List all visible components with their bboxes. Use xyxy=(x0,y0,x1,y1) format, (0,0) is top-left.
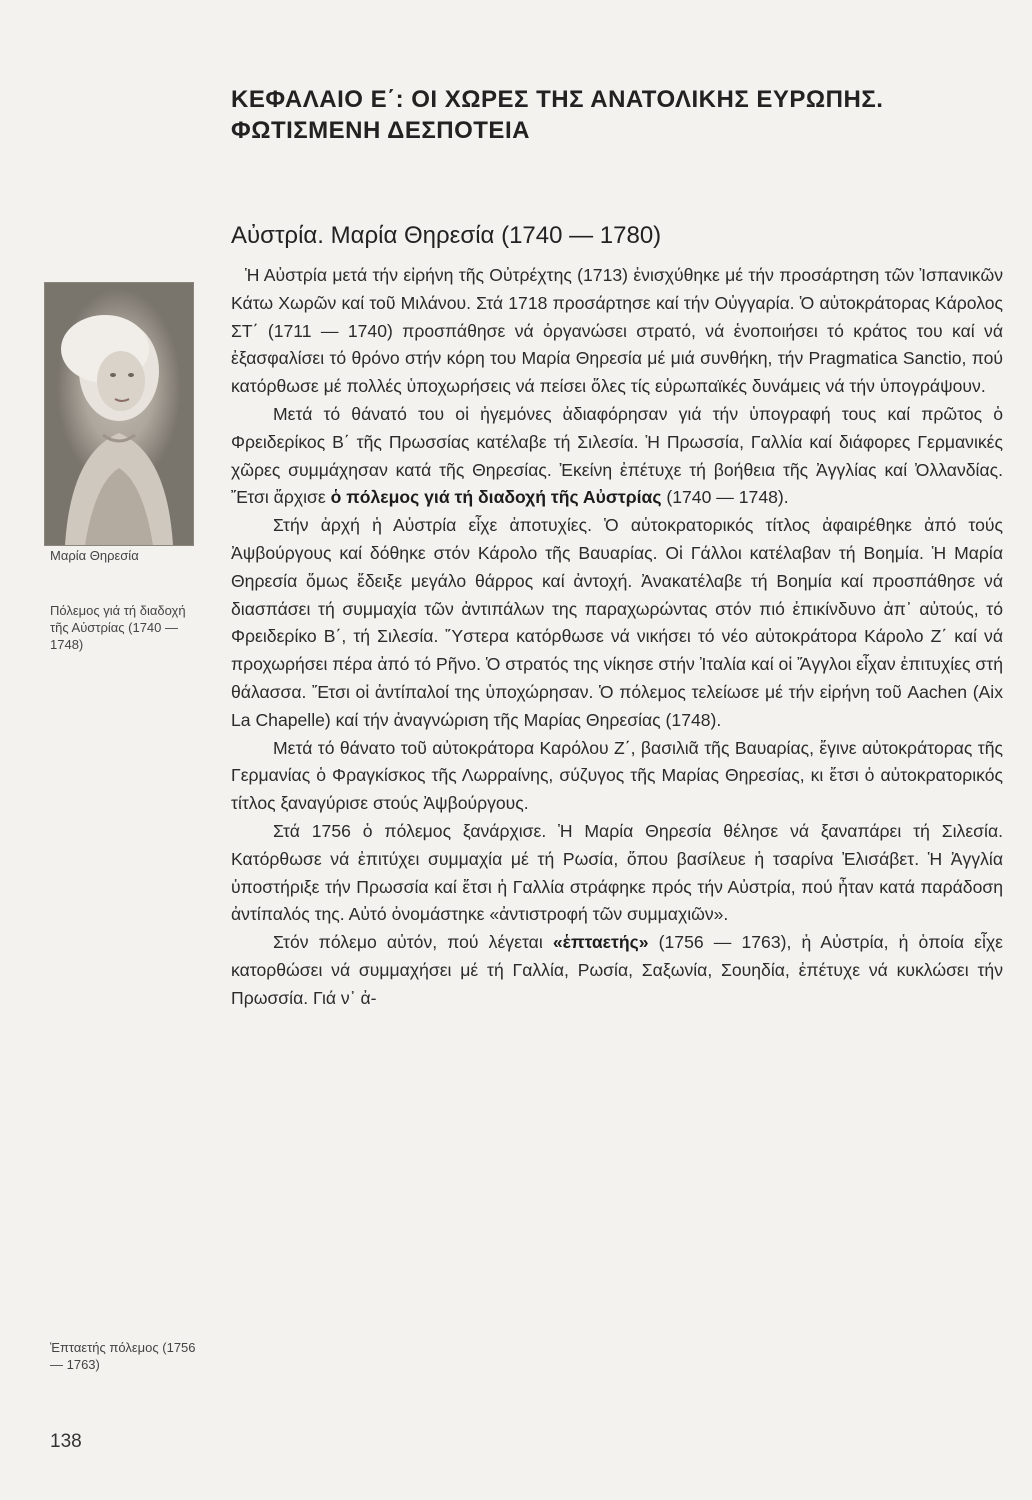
war-of-succession-term: ὁ πόλεμος γιά τή διαδοχή τῆς Αὐστρίας xyxy=(330,487,662,508)
paragraph-6-rest: (1756 — 1763), ἡ Αὐστρία, ἡ ὁποία εἶχε κατορθώσει νά συμμαχήσει μέ τή Γαλλία, Ρωσία, Σαξωνία, Σουηδία, ἐπέτυχε νά κυκλώσει τήν Πρωσσία. Γιά ν᾽ ἀ- xyxy=(231,932,1004,1008)
section-title: Αὐστρία. Μαρία Θηρεσία (1740 — 1780) xyxy=(231,222,662,249)
chapter-title: ΚΕΦΑΛΑΙΟ Ε΄: ΟΙ ΧΩΡΕΣ ΤΗΣ ΑΝΑΤΟΛΙΚΗΣ ΕΥΡΩΠΗΣ. ΦΩΤΙΣΜΕΝΗ ΔΕΣΠΟΤΕΙΑ xyxy=(231,86,884,144)
paragraph-1: Ἡ Αὐστρία μετά τήν εἰρήνη τῆς Οὐτρέχτης (1713) ἐνισχύθηκε μέ τήν προσάρτηση τῶν Ἰσπανικῶν Κάτω Χωρῶν καί τοῦ Μιλάνου. Στά 1718 προσάρτησε καί τήν Οὐγγαρία. Ὁ αὐτοκράτορας Κάρολος ΣΤ΄ (1711 — 1740) προσπάθησε νά ὀργανώσει στρατό, νά ἑνοποιήσει τό κράτος του καί νά ἐξασφαλίσει τό θρόνο στήν κόρη του Μαρία Θηρεσία μέ μιά συνθήκη, τήν Pragmatica Sanctio, πού κατόρθωσε μέ πολλές ὑποχωρήσεις νά πείσει ὅλες τίς εὐρωπαϊκές δυνάμεις νά τήν ὑπογράψουν. xyxy=(231,265,1003,397)
paragraph-5: Στά 1756 ὁ πόλεμος ξανάρχισε. Ἡ Μαρία Θηρεσία θέλησε νά ξαναπάρει τή Σιλεσία. Κατόρθωσε νά ἐπιτύχει συμμαχία μέ τή Ρωσία, ὅπου βασίλευε ἡ τσαρίνα Ἐλισάβετ. Ἡ Ἀγγλία ὑποστήριξε τήν Πρωσσία καί ἔτσι ἡ Γαλλία στράφηκε πρός τήν Αὐστρία, πού ἦταν κατά παράδοση ἀντίπαλός της. Αὐτό ὀνομάστηκε «ἀντιστροφή τῶν συμμαχιῶν». xyxy=(231,820,1003,925)
maria-theresa-portrait xyxy=(44,282,194,546)
portrait-caption: Μαρία Θηρεσία xyxy=(50,548,139,563)
body-text xyxy=(231,262,1003,1013)
portrait-image xyxy=(45,283,193,545)
paragraph-4: Μετά τό θάνατο τοῦ αὐτοκράτορα Καρόλου Ζ΄, βασιλιᾶ τῆς Βαυαρίας, ἔγινε αὐτοκράτορας τῆς Γερμανίας ὁ Φραγκίσκος τῆς Λωρραίνης, σύζυγος τῆς Μαρίας Θηρεσίας, κι ἔτσι ὁ αὐτοκρατορικός τίτλος ξαναγύρισε στούς Ἀψβούργους. xyxy=(231,737,1003,814)
paragraph-2-text: Μετά τό θάνατό του οἱ ἡγεμόνες ἀδιαφόρησαν γιά τήν ὑπογραφή τους καί πρῶτος ὁ Φρειδερίκος Β΄ τῆς Πρωσσίας κατέλαβε τή Σιλεσία. Ἡ Πρωσσία, Γαλλία καί διάφορες Γερμανικές χῶρες συμμάχησαν κατά τῆς Θηρεσίας. Ἐκείνη ἐπέτυχε τή βοήθεια τῆς Ἀγγλίας καί Ὀλλανδίας. Ἔτσι ἄρχισε xyxy=(231,403,1003,508)
margin-note-seven-years-war: Ἑπταετής πόλεμος (1756 — 1763) xyxy=(50,1340,196,1372)
page-number: 138 xyxy=(50,1431,82,1452)
paragraph-6-text: Στόν πόλεμο αὐτόν, πού λέγεται xyxy=(273,932,543,953)
margin-note-war-of-succession: Πόλεμος γιά τή διαδοχή τῆς Αὐστρίας (1740 — 1748) xyxy=(50,603,186,652)
paragraph-2-dates: (1740 — 1748). xyxy=(666,487,789,508)
paragraph-3: Στήν ἀρχή ἡ Αὐστρία εἶχε ἀποτυχίες. Ὁ αὐτοκρατορικός τίτλος ἀφαιρέθηκε ἀπό τούς Ἀψβούργους καί δόθηκε στόν Κάρολο τῆς Βαυαρίας. Οἱ Γάλλοι κατέλαβαν τή Βοημία. Ἡ Μαρία Θηρεσία ὅμως ἔδειξε μεγάλο θάρρος καί ἀντοχή. Ἀνακατέλαβε τή Βοημία καί προσπάθησε νά διασπάσει τή συμμαχία τῶν ἀντιπάλων της παραχωρώντας στόν πιό ἐπικίνδυνο ἀπ᾽ αὐτούς, τό Φρειδερίκο Β΄, τή Σιλεσία. Ὕστερα κατόρθωσε νά νικήσει τό νέο αὐτοκράτορα Κάρολο Ζ΄ καί νά προχωρήσει πέρα ἀπό τό Ρῆνο. Ὁ στρατός της νίκησε στήν Ἰταλία καί οἱ Ἄγγλοι εἶχαν ἐπιτυχίες στή θάλασσα. Ἔτσι οἱ ἀντίπαλοί της ὑποχώρησαν. Ὁ πόλεμος τελείωσε μέ τήν εἰρήνη τοῦ Aachen (Aix La Chapelle) καί τήν ἀναγνώριση τῆς Μαρίας Θηρεσίας (1748). xyxy=(231,515,1003,730)
seven-years-term: «ἑπταετής» xyxy=(552,932,649,953)
paragraph-6 xyxy=(231,929,1003,1012)
paragraph-2 xyxy=(231,401,1003,512)
